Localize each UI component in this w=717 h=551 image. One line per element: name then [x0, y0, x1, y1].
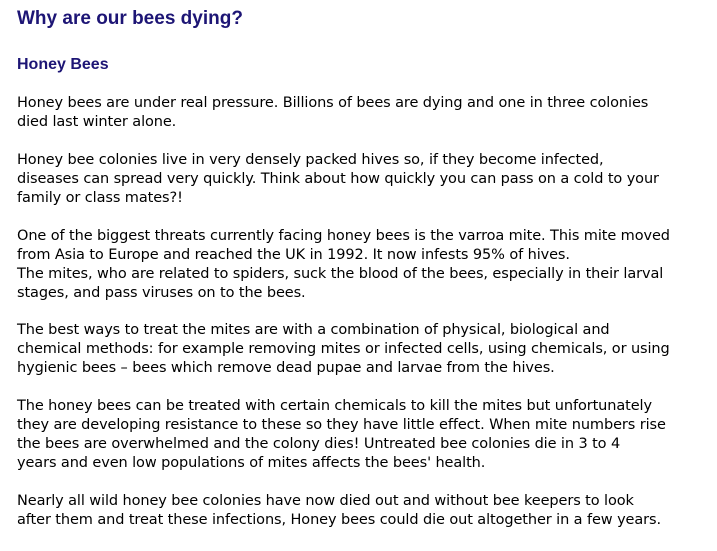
text-line: The mites, who are related to spiders, suck the blood of the bees, especially in their larval	[17, 266, 664, 282]
paragraph-wild-colonies	[17, 492, 707, 530]
text-line: after them and treat these infections, Honey bees could die out altogether in a few years.	[17, 512, 661, 528]
text-line: the bees are overwhelmed and the colony dies! Untreated bee colonies die in 3 to 4	[17, 436, 621, 452]
paragraph-colonies	[17, 151, 707, 208]
paragraph-treatment	[17, 321, 707, 378]
text-line: died last winter alone.	[17, 114, 177, 130]
text-line: from Asia to Europe and reached the UK in 1992. It now infests 95% of hives.	[17, 247, 570, 263]
text-line: Nearly all wild honey bee colonies have now died out and without bee keepers to look	[17, 493, 634, 509]
text-line: family or class mates?!	[17, 190, 183, 206]
text-line: One of the biggest threats currently facing honey bees is the varroa mite. This mite moved	[17, 228, 670, 244]
paragraph-chemicals	[17, 397, 707, 473]
text-line: The best ways to treat the mites are with a combination of physical, biological and	[17, 322, 610, 338]
text-line: hygienic bees – bees which remove dead pupae and larvae from the hives.	[17, 360, 555, 376]
text-line: The honey bees can be treated with certain chemicals to kill the mites but unfortunately	[17, 398, 652, 414]
text-line: years and even low populations of mites affects the bees' health.	[17, 455, 486, 471]
text-line: chemical methods: for example removing mites or infected cells, using chemicals, or using	[17, 341, 670, 357]
paragraph-varroa-mite	[17, 227, 707, 303]
text-line: they are developing resistance to these so they have little effect. When mite numbers rise	[17, 417, 666, 433]
text-line: stages, and pass viruses on to the bees.	[17, 285, 306, 301]
page-title: Why are our bees dying?	[17, 8, 243, 29]
text-line: diseases can spread very quickly. Think about how quickly you can pass on a cold to your	[17, 171, 659, 187]
text-line: Honey bee colonies live in very densely packed hives so, if they become infected,	[17, 152, 604, 168]
paragraph-pressure	[17, 94, 707, 132]
text-line: Honey bees are under real pressure. Billions of bees are dying and one in three colonies	[17, 95, 649, 111]
section-heading: Honey Bees	[17, 56, 109, 73]
